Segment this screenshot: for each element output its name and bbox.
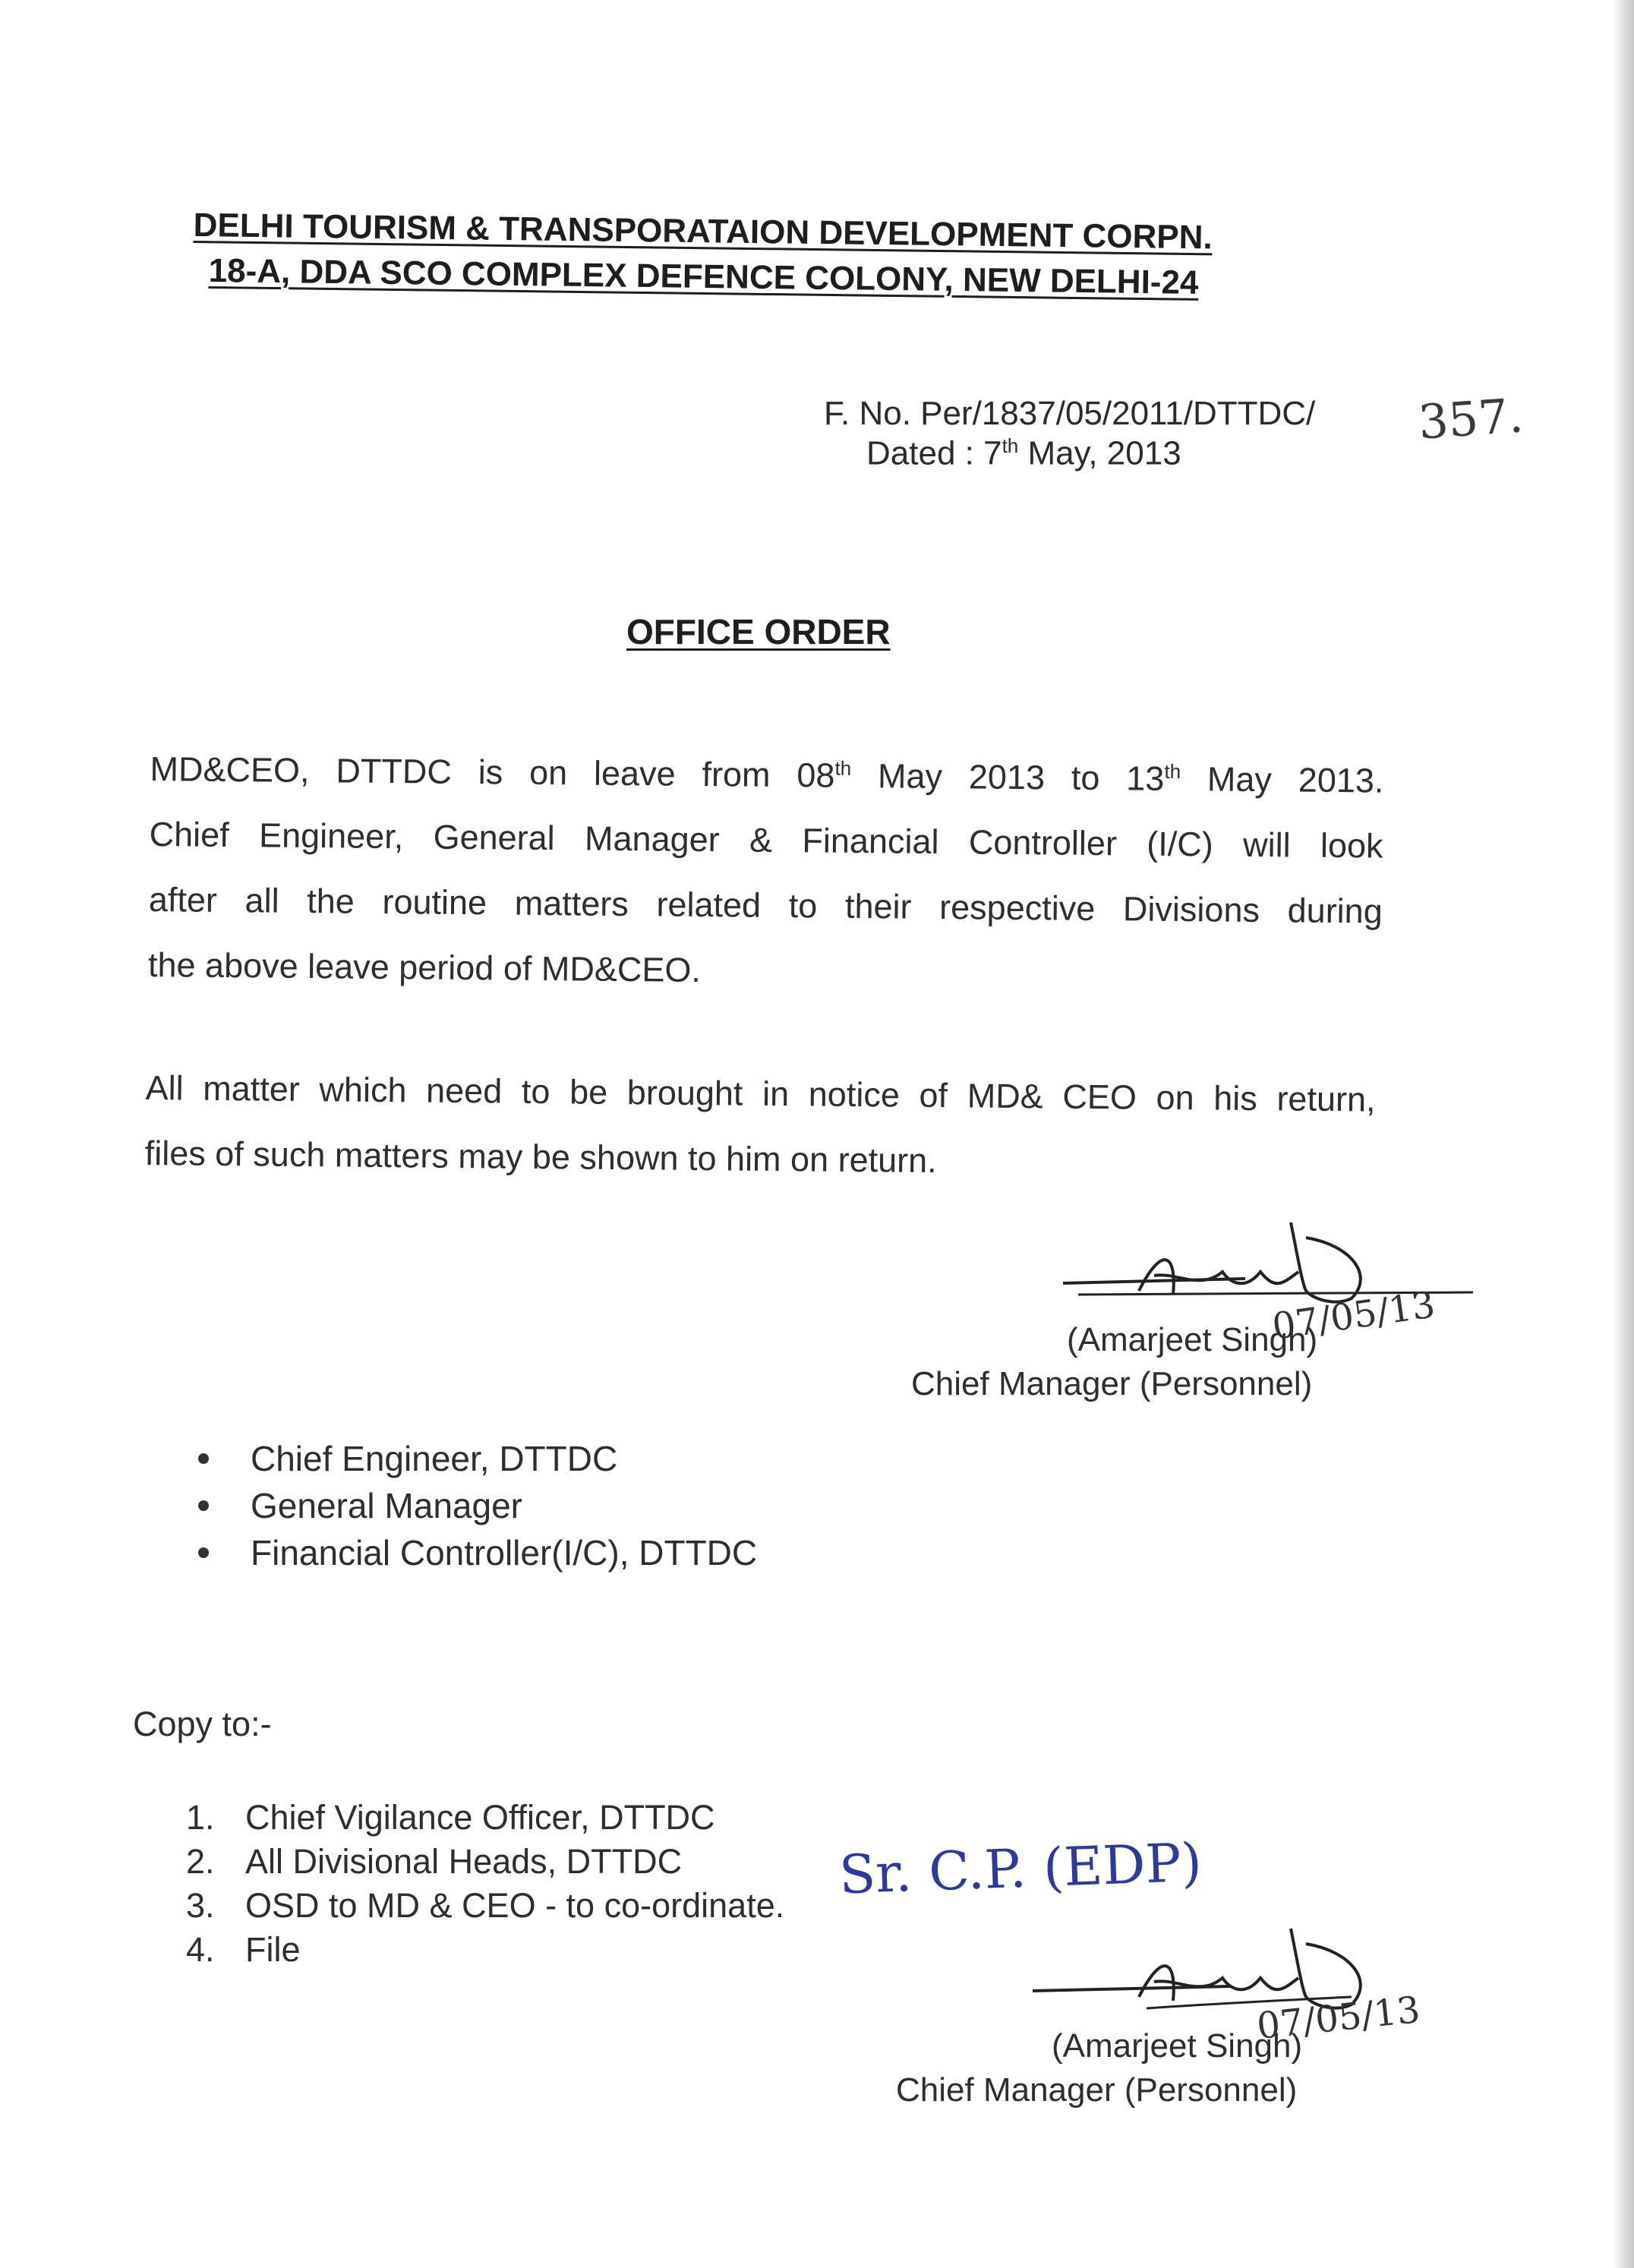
- paragraph-return-matters: [144, 1055, 1376, 1198]
- para1-line1-b: May 2013 to 13: [850, 755, 1165, 798]
- para1-line2: Chief Engineer, General Manager & Financial Controller (I/C) will look: [149, 814, 1383, 866]
- para1-line4: the above leave period of MD&CEO.: [147, 945, 702, 989]
- handwritten-file-number: 357.: [1416, 387, 1525, 450]
- signatory-2-designation: Chief Manager (Personnel): [896, 2071, 1298, 2109]
- file-number: F. No. Per/1837/05/2011/DTTDC/: [824, 395, 1316, 432]
- signatory-1-designation: Chief Manager (Personnel): [911, 1365, 1313, 1402]
- para1-line3: after all the routine matters related to their respective Divisions during: [148, 879, 1383, 931]
- signatory-1-name: (Amarjeet Singh): [1067, 1321, 1318, 1358]
- recipient-item: General Manager: [194, 1482, 757, 1529]
- dated-line: [866, 434, 1315, 473]
- para1-line1-a: MD&CEO, DTTDC is on leave from 08: [150, 749, 835, 795]
- copy-to-item: 4. File: [186, 1930, 301, 1969]
- paragraph-leave-notice: [148, 729, 1384, 1010]
- para1-line1: [150, 729, 1384, 814]
- signature-block-1: [911, 1200, 1488, 1412]
- signatory-2-name: (Amarjeet Singh): [1052, 2027, 1303, 2065]
- para1-line1-c: May 2013.: [1180, 759, 1384, 800]
- org-name: DELHI TOURISM & TRANSPORATAION DEVELOPMENT CORPN.: [193, 207, 1213, 257]
- copy-to-label: Copy to:-: [133, 1705, 272, 1743]
- document-title: OFFICE ORDER: [626, 612, 891, 651]
- signature-block-2: [896, 1906, 1473, 2118]
- org-address: 18-A, DDA SCO COMPLEX DEFENCE COLONY, NEW DELHI-24: [208, 252, 1199, 301]
- para1-sup2: th: [1164, 759, 1181, 784]
- bullet-icon: [198, 1500, 209, 1511]
- handwritten-date-2: 07/05/13: [1254, 1988, 1422, 2049]
- reference-block: [824, 395, 1315, 473]
- bullet-icon: [198, 1547, 209, 1558]
- copy-to-item: 2. All Divisional Heads, DTTDC: [186, 1842, 683, 1881]
- recipient-item: Chief Engineer, DTTDC: [194, 1435, 757, 1482]
- copy-to-item: 1. Chief Vigilance Officer, DTTDC: [186, 1798, 715, 1837]
- handwritten-date-1: 07/05/13: [1270, 1283, 1438, 1348]
- copy-to-list: [186, 1796, 784, 1972]
- para2-line1: All matter which need to be brought in notice of MD& CEO on his return,: [145, 1068, 1376, 1119]
- recipient-list: [194, 1435, 757, 1576]
- dated-sup: th: [1002, 434, 1019, 457]
- para2-line2: files of such matters may be shown to him on return.: [144, 1133, 937, 1181]
- dated-prefix: Dated : 7: [866, 434, 1002, 472]
- bullet-icon: [198, 1453, 209, 1464]
- copy-to-item: 3. OSD to MD & CEO - to co-ordinate.: [186, 1886, 785, 1925]
- handwritten-note: Sr. C.P. (EDP): [838, 1831, 1203, 1907]
- scan-edge: [1613, 0, 1634, 2268]
- para1-sup1: th: [834, 756, 852, 780]
- dated-suffix: May, 2013: [1018, 434, 1181, 472]
- recipient-item: Financial Controller(I/C), DTTDC: [194, 1529, 757, 1576]
